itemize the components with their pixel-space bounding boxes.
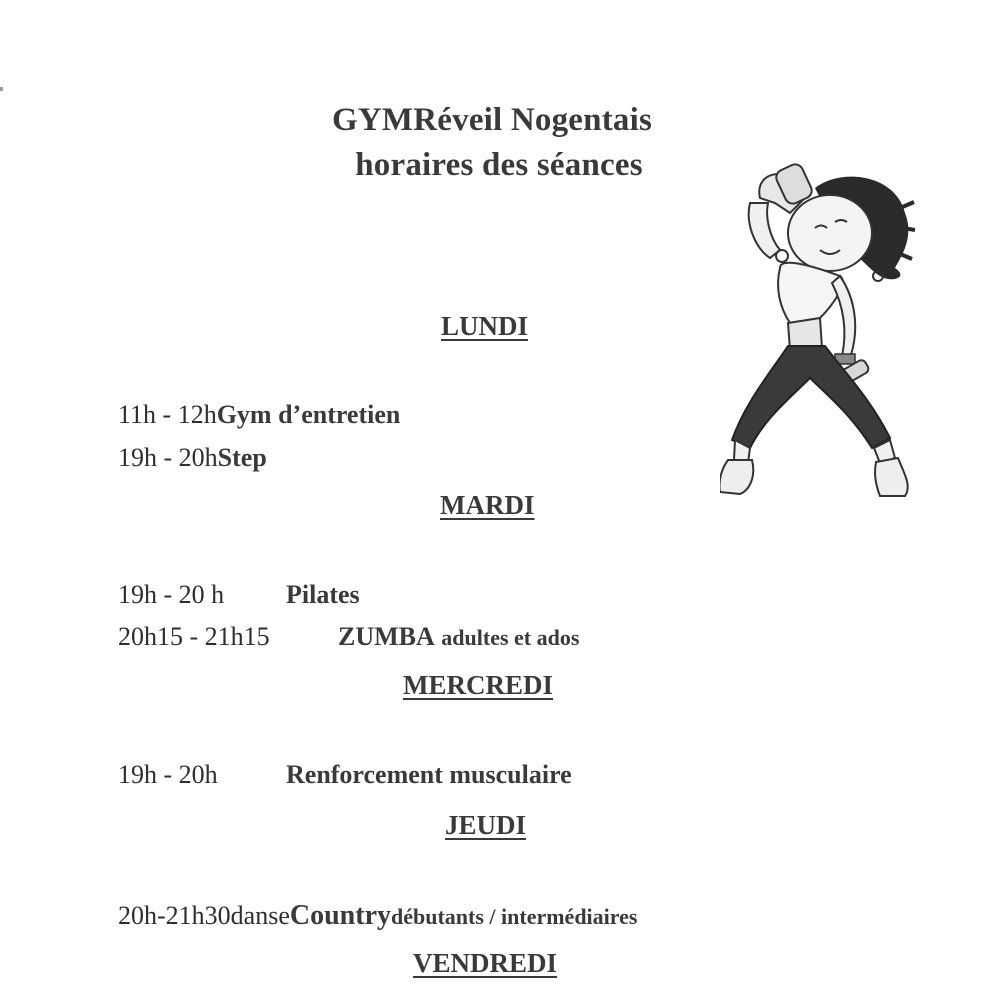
day-heading-lundi: LUNDI (441, 311, 529, 341)
session-prefix: danse (230, 901, 290, 930)
day-heading-vendredi: VENDREDI (413, 948, 558, 978)
session-activity: Gym d’entretien (216, 400, 401, 429)
session-time: 20h15 - 21h15 (118, 622, 270, 651)
scan-artifact (0, 87, 3, 91)
session-details: débutants / intermédiaires (391, 904, 638, 929)
document-subtitle: horaires des séances (355, 147, 643, 183)
session-time: 20h-21h30 (118, 901, 231, 930)
day-heading-mercredi: MERCREDI (403, 670, 554, 700)
session-time: 19h - 20h (118, 443, 218, 472)
session-row (92, 730, 572, 820)
session-row (92, 413, 267, 503)
session-time: 19h - 20h (118, 760, 218, 789)
document-title: GYMRéveil Nogentais (332, 102, 652, 138)
session-details: adultes et ados (441, 625, 580, 650)
session-row (92, 592, 579, 682)
exercising-woman-illustration (720, 158, 920, 508)
session-activity: Country (289, 900, 391, 931)
day-heading-mardi: MARDI (440, 490, 535, 520)
day-heading-jeudi: JEUDI (445, 810, 527, 840)
session-time: 19h - 20 h (118, 580, 225, 609)
session-activity: Renforcement musculaire (286, 760, 572, 789)
session-time: 11h - 12h (118, 400, 217, 429)
session-activity: Pilates (286, 580, 360, 609)
session-activity: ZUMBA (338, 622, 435, 651)
session-activity: Step (217, 443, 267, 472)
